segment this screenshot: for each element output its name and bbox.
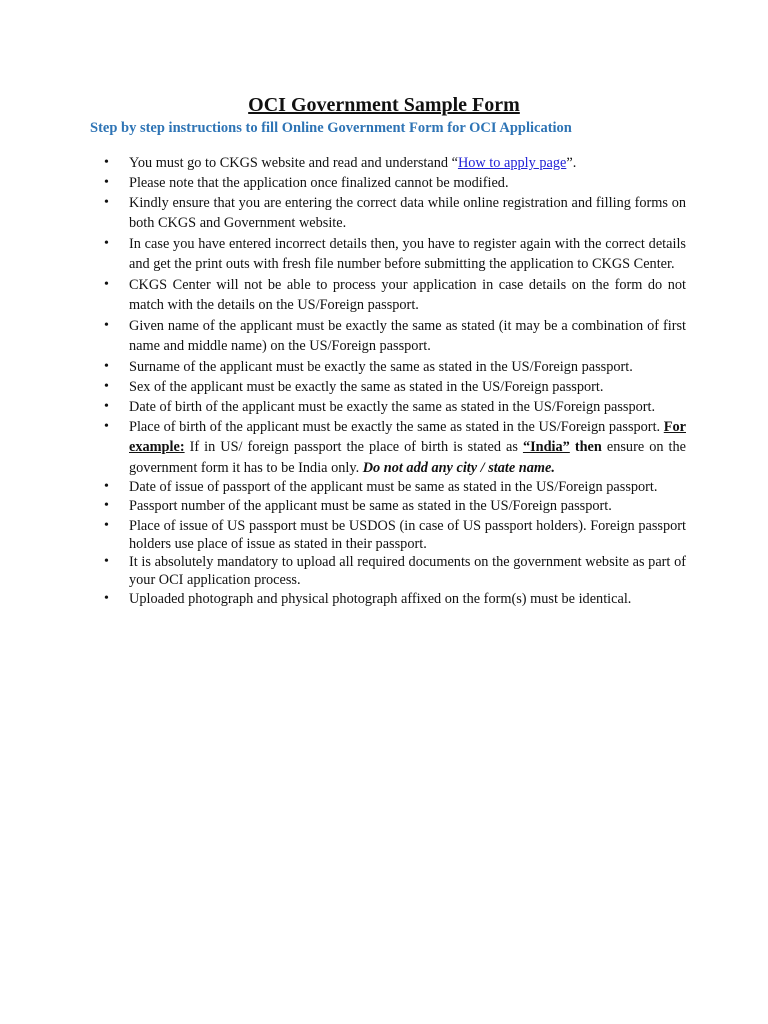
warning-text: Do not add any city / state name. (362, 459, 555, 476)
instruction-item (104, 316, 686, 357)
instruction-text: It is absolutely mandatory to upload all required documents on the government website as part of your OCI application process. (129, 553, 686, 588)
how-to-apply-link[interactable]: How to apply page (457, 155, 567, 171)
instruction-text: ”. (566, 155, 577, 171)
instruction-text: Date of birth of the applicant must be exactly the same as stated in the US/Foreign passport. (129, 398, 656, 415)
instruction-text: CKGS Center will not be able to process your application in case details on the form do not match with the details on the US/Foreign passport. (129, 276, 686, 313)
instruction-list (104, 153, 686, 609)
document-subtitle: Step by step instructions to fill Online Government Form for OCI Application (90, 120, 572, 136)
instruction-item (104, 417, 686, 479)
instruction-item (104, 174, 686, 192)
instruction-text: Kindly ensure that you are entering the correct data while online registration and filling forms on both CKGS and Government website. (129, 194, 686, 231)
instruction-text: Place of birth of the applicant must be exactly the same as stated in the US/Foreign passport. (129, 418, 664, 435)
instruction-text: Given name of the applicant must be exactly the same as stated (it may be a combination of first name and middle name) on the US/Foreign passport. (129, 317, 686, 354)
instruction-item (104, 357, 686, 378)
instruction-text: ensure on the government form it has to be India only. (129, 439, 686, 476)
instruction-item (104, 478, 686, 496)
instruction-item (104, 553, 686, 589)
instruction-item (104, 517, 686, 553)
example-label: For example: (129, 418, 686, 455)
instruction-text: Passport number of the applicant must be same as stated in the US/Foreign passport. (129, 498, 612, 514)
then-word: then (569, 439, 602, 455)
instruction-item (104, 398, 686, 416)
instruction-text: Please note that the application once finalized cannot be modified. (129, 174, 509, 191)
instruction-item (104, 275, 686, 316)
instruction-item (104, 496, 686, 517)
instruction-text: In case you have entered incorrect details then, you have to register again with the correct details and get the print outs with fresh file number before submitting the application to CKGS Center. (129, 235, 686, 272)
instruction-item (104, 234, 686, 275)
instruction-item (104, 589, 686, 610)
instruction-text: Sex of the applicant must be exactly the same as stated in the US/Foreign passport. (129, 379, 604, 395)
instruction-item (104, 377, 686, 398)
instruction-text: Date of issue of passport of the applicant must be same as stated in the US/Foreign passport. (129, 479, 658, 495)
instruction-item (104, 193, 686, 234)
india-quoted: “India” (522, 439, 570, 455)
instruction-text: Uploaded photograph and physical photograph affixed on the form(s) must be identical. (129, 590, 632, 607)
instruction-text: You must go to CKGS website and read and understand “ (129, 155, 458, 171)
document-title: OCI Government Sample Form (248, 94, 520, 116)
instruction-text: If in US/ foreign passport the place of birth is stated as (184, 439, 523, 455)
instruction-text: Surname of the applicant must be exactly the same as stated in the US/Foreign passport. (129, 358, 633, 375)
instruction-text: Place of issue of US passport must be USDOS (in case of US passport holders). Foreign passport holders use place of issue as stated in their passport. (129, 517, 686, 552)
instruction-item (104, 153, 686, 174)
